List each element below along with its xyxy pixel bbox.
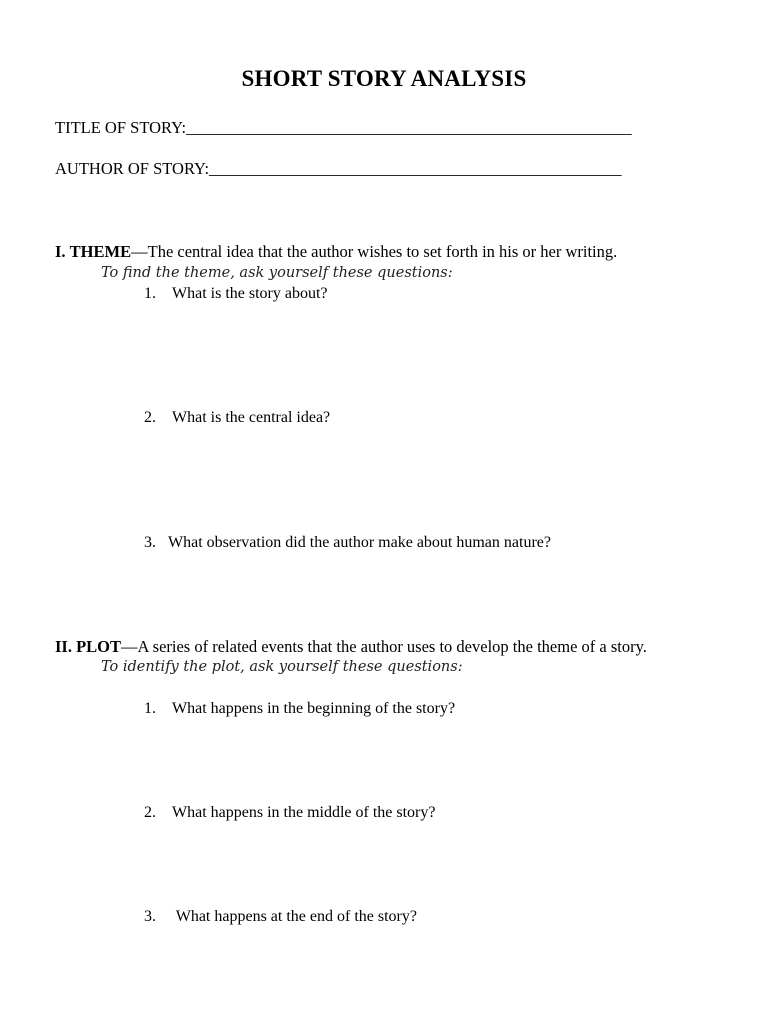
theme-instruction: To find the theme, ask yourself these questions:	[101, 265, 453, 281]
plot-section-term: PLOT	[76, 637, 122, 656]
page-title: SHORT STORY ANALYSIS	[241, 66, 527, 91]
question-text: What observation did the author make about human nature?	[168, 534, 551, 551]
author-of-story-field: AUTHOR OF STORY:__________________________________________________	[55, 159, 622, 178]
question-number: 1.	[144, 700, 156, 717]
plot-question-1	[144, 700, 455, 718]
theme-section-heading	[55, 242, 617, 262]
theme-question-1	[144, 285, 328, 303]
question-number: 3.	[144, 534, 156, 551]
question-text: What happens in the beginning of the story?	[172, 700, 456, 717]
theme-section-term: THEME	[69, 242, 132, 261]
question-number: 2.	[144, 409, 156, 426]
plot-question-3	[144, 908, 417, 926]
plot-section-heading	[55, 637, 647, 657]
theme-question-3	[144, 534, 551, 552]
question-text: What happens at the end of the story?	[172, 908, 417, 925]
theme-section-number: I.	[55, 242, 66, 261]
question-text: What is the central idea?	[172, 409, 331, 426]
title-of-story-field: TITLE OF STORY:______________________________________________________	[55, 118, 632, 137]
question-text: What is the story about?	[172, 285, 328, 302]
plot-section-description: —A series of related events that the author uses to develop the theme of a story.	[121, 637, 647, 656]
theme-section-description: —The central idea that the author wishes to set forth in his or her writing.	[131, 242, 618, 261]
plot-question-2	[144, 804, 435, 822]
question-number: 1.	[144, 285, 156, 302]
theme-question-2	[144, 409, 330, 427]
question-number: 2.	[144, 804, 156, 821]
question-text: What happens in the middle of the story?	[172, 804, 436, 821]
plot-section-number: II.	[55, 637, 72, 656]
plot-instruction: To identify the plot, ask yourself these questions:	[101, 659, 463, 675]
question-number: 3.	[144, 908, 156, 925]
